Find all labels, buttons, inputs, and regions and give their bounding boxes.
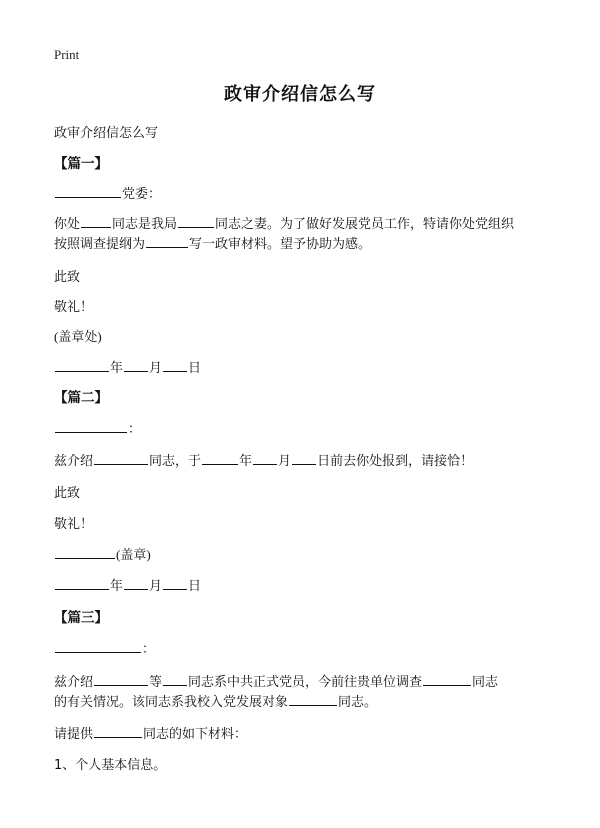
- section1-seal: (盖章处): [54, 329, 102, 344]
- blank-field: [289, 692, 337, 706]
- section3-request: [54, 723, 247, 742]
- blank-field: [81, 214, 111, 228]
- month-label: 月: [149, 361, 163, 376]
- recipient-suffix: 党委：: [122, 187, 162, 202]
- blank-field: [55, 419, 127, 433]
- section2-heading: 【篇二】: [54, 390, 108, 406]
- month-label: 月: [149, 579, 163, 594]
- seal-label: (盖章): [116, 547, 151, 562]
- section1-recipient: [54, 183, 161, 202]
- blank-field: [55, 358, 109, 372]
- blank-field: [163, 576, 187, 590]
- blank-field: [423, 672, 471, 686]
- text-fragment: 按照调查提纲为: [54, 237, 146, 252]
- section2-jingli: 敬礼！: [54, 517, 94, 532]
- recipient-colon: ：: [128, 422, 142, 437]
- text-fragment: 你处: [54, 217, 81, 232]
- blank-field: [124, 576, 148, 590]
- day-label: 日: [188, 361, 202, 376]
- text-fragment: 同志，于: [149, 454, 202, 469]
- section2-seal-line: [54, 544, 151, 563]
- text-fragment: 请提供: [54, 727, 94, 742]
- blank-field: [55, 639, 141, 653]
- section1-heading: 【篇一】: [54, 156, 108, 172]
- section1-jingli: 敬礼！: [54, 300, 94, 315]
- intro-line: 政审介绍信怎么写: [54, 126, 159, 141]
- blank-field: [146, 234, 188, 248]
- blank-field: [55, 545, 115, 559]
- blank-field: [202, 451, 238, 465]
- section1-date: [54, 357, 201, 376]
- text-fragment: 写一政审材料。望予协助为感。: [189, 237, 372, 252]
- text-fragment: 同志。: [338, 695, 378, 710]
- year-label: 年: [110, 361, 124, 376]
- text-fragment: 月: [278, 454, 292, 469]
- section3-paragraph-line1: [54, 671, 498, 690]
- text-fragment: 兹介绍: [54, 675, 94, 690]
- text-fragment: 同志系中共正式党员，今前往贵单位调查: [188, 675, 423, 690]
- document-title: 政审介绍信怎么写: [224, 84, 376, 105]
- section2-cizhi: 此致: [54, 486, 81, 501]
- year-label: 年: [110, 579, 124, 594]
- text-fragment: 同志是我局: [112, 217, 178, 232]
- text-fragment: 同志之妻。为了做好发展党员工作，特请你处党组织: [215, 217, 515, 232]
- blank-field: [292, 451, 316, 465]
- section2-paragraph: [54, 450, 473, 469]
- text-fragment: 兹介绍: [54, 454, 94, 469]
- text-fragment: 的有关情况。该同志系我校入党发展对象: [54, 695, 289, 710]
- text-fragment: 同志: [472, 675, 499, 690]
- blank-field: [55, 184, 121, 198]
- text-fragment: 同志的如下材料：: [143, 727, 248, 742]
- blank-field: [163, 358, 187, 372]
- blank-field: [94, 672, 148, 686]
- blank-field: [178, 214, 214, 228]
- section1-paragraph-line1: [54, 213, 514, 232]
- section3-item-1: 1、个人基本信息。: [54, 758, 167, 773]
- blank-field: [94, 724, 142, 738]
- blank-field: [94, 451, 148, 465]
- blank-field: [124, 358, 148, 372]
- section3-paragraph-line2: [54, 691, 377, 710]
- blank-field: [163, 672, 187, 686]
- section1-cizhi: 此致: [54, 270, 81, 285]
- text-fragment: 日前去你处报到，请接恰！: [317, 454, 474, 469]
- section2-recipient: [54, 418, 141, 437]
- section3-recipient: [54, 638, 155, 657]
- recipient-colon: ：: [142, 642, 156, 657]
- blank-field: [55, 576, 109, 590]
- blank-field: [253, 451, 277, 465]
- print-label[interactable]: Print: [54, 47, 80, 62]
- day-label: 日: [188, 579, 202, 594]
- section1-paragraph-line2: [54, 233, 371, 252]
- text-fragment: 等: [149, 675, 163, 690]
- section2-date: [54, 575, 201, 594]
- text-fragment: 年: [239, 454, 253, 469]
- section3-heading: 【篇三】: [54, 610, 108, 626]
